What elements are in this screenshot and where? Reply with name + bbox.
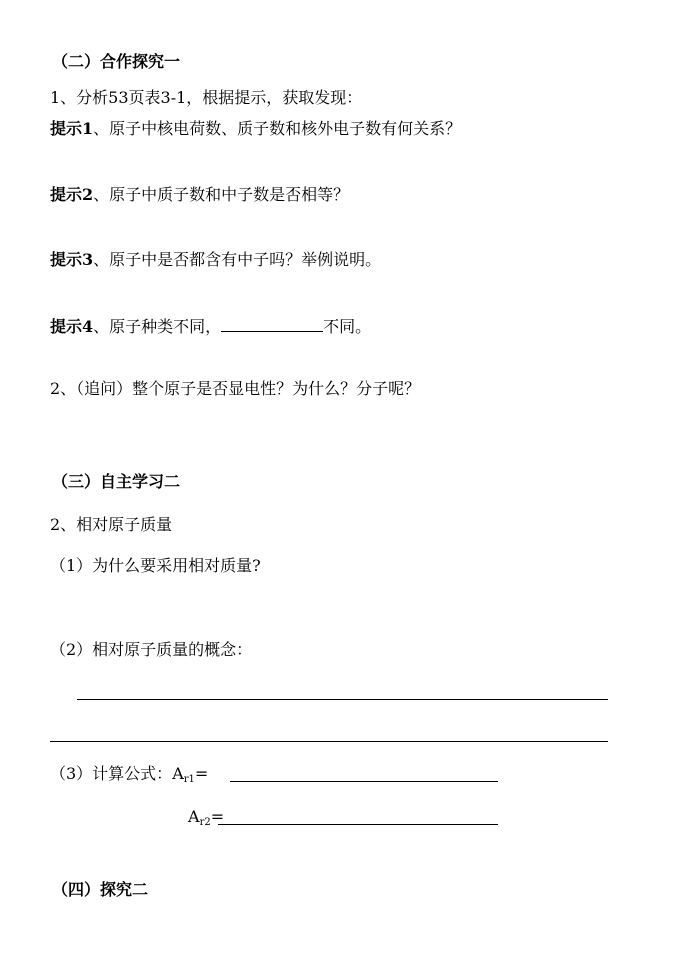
section-title-3: （三）自主学习二 — [52, 472, 181, 491]
hint-1-text: 、原子中核电荷数、质子数和核外电子数有何关系？ — [93, 119, 462, 138]
question-1: 1、分析53页表3-1，根据提示，获取发现： — [50, 88, 363, 107]
ar2-symbol: $A_{r2}$ — [188, 807, 211, 828]
hint-3 — [50, 250, 381, 270]
question-2: 2、（追问）整个原子是否显电性？为什么？分子呢？ — [50, 379, 421, 398]
section-title-2: （二）合作探究一 — [52, 52, 181, 71]
question-relative-atomic-mass: 2、相对原子质量 — [50, 515, 173, 534]
sub-question-2: （2）相对原子质量的概念： — [50, 640, 253, 659]
sub-question-3-label: （3）计算公式： — [50, 764, 173, 783]
hint-2 — [50, 185, 349, 205]
section-title-4: （四）探究二 — [52, 880, 149, 899]
hint-4-blank[interactable] — [221, 315, 323, 332]
hint-4-tail: 不同。 — [323, 317, 372, 336]
ar2-formula-blank[interactable] — [218, 824, 498, 825]
hint-4 — [50, 315, 371, 337]
sub-question-1: （1）为什么要采用相对质量? — [50, 556, 261, 575]
ar1-symbol: $A_{r1}$ — [172, 764, 195, 785]
hint-4-text: 、原子种类不同， — [93, 317, 222, 336]
ar2-equals: = — [210, 807, 225, 826]
hint-1-label: 提示1 — [50, 119, 94, 138]
hint-3-label: 提示3 — [50, 250, 94, 269]
ar2-formula — [188, 807, 224, 833]
answer-line-1[interactable] — [77, 699, 608, 700]
sub-question-3 — [50, 764, 208, 790]
hint-4-label: 提示4 — [50, 317, 94, 336]
hint-2-label: 提示2 — [50, 185, 94, 204]
hint-3-text: 、原子中是否都含有中子吗？举例说明。 — [93, 250, 382, 269]
ar1-equals: = — [194, 764, 209, 783]
ar1-formula-blank[interactable] — [230, 781, 498, 782]
answer-line-2[interactable] — [50, 741, 608, 742]
hint-1 — [50, 119, 461, 139]
hint-2-text: 、原子中质子数和中子数是否相等？ — [93, 185, 350, 204]
